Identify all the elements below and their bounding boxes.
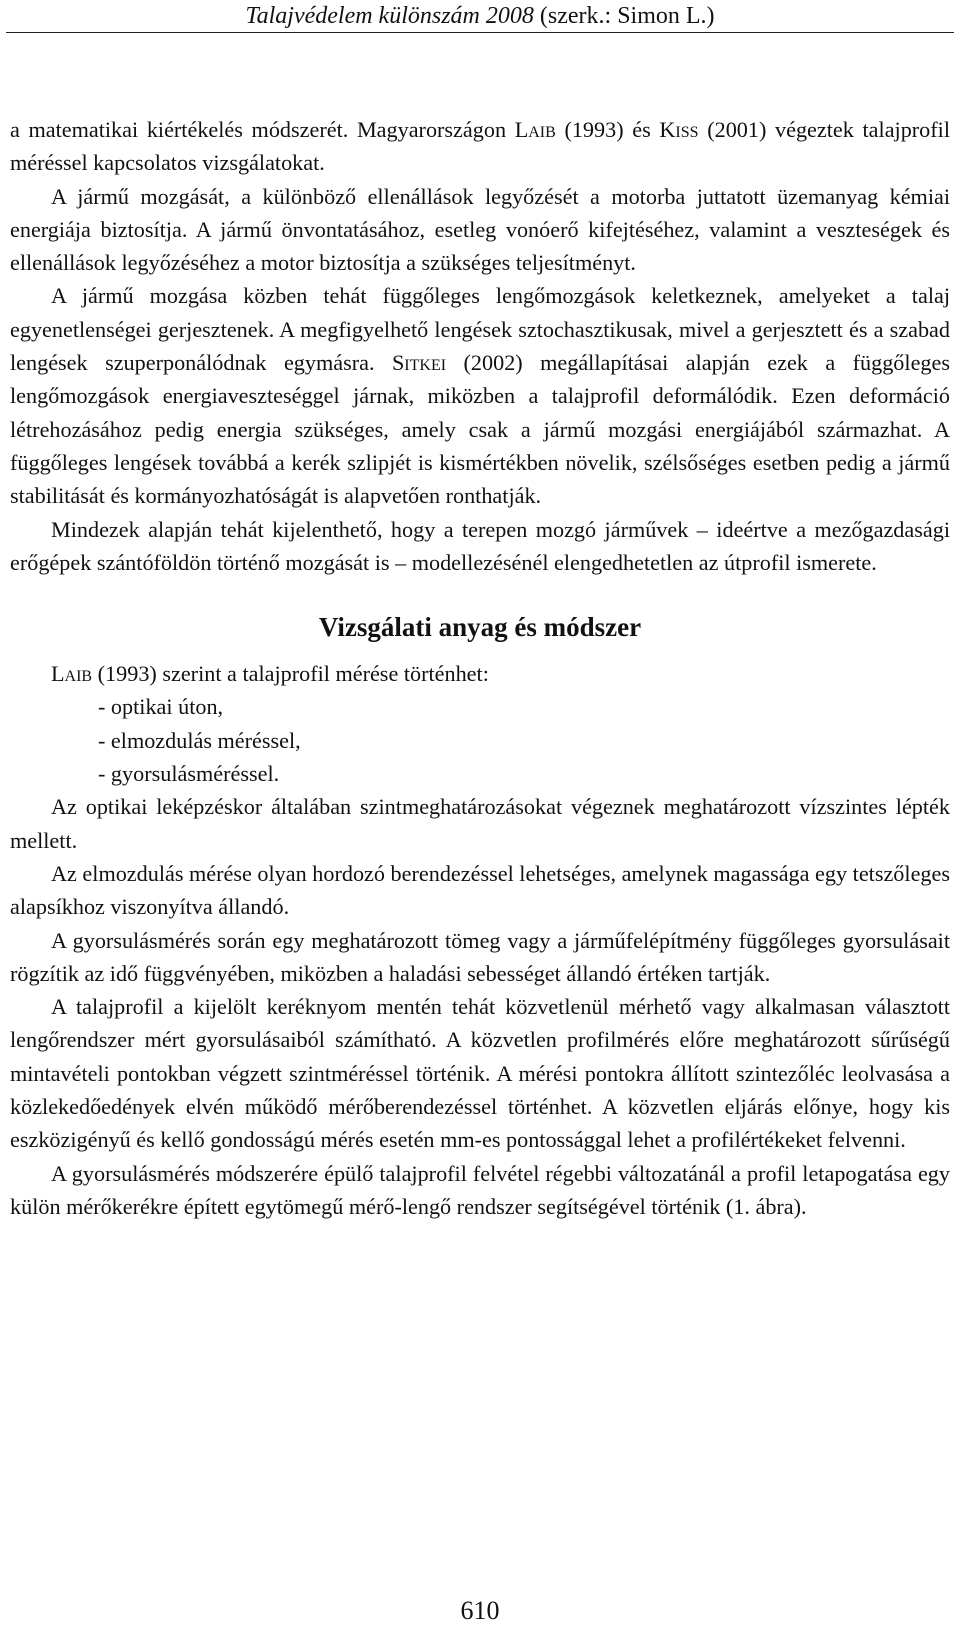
text-span: a matematikai kiértékelés módszerét. Magyarországon	[10, 117, 515, 142]
paragraph-2: A jármű mozgását, a különböző ellenállások legyőzését a motorba juttatott üzemanyag kémiai energiája biztosítja. A jármű önvontatásához, esetleg vonóerő kifejtéséhez, valamint a veszteségek és ellenállások legyőzéséhez a motor biztosítja a szükséges teljesítményt.	[10, 183, 950, 276]
paragraph-7: A gyorsulásmérés során egy meghatározott tömeg vagy a járműfelépítmény függőleges gyorsulásait rögzítik az idő függvényében, miközben a haladási sebességet állandó értéken tartják.	[10, 927, 950, 986]
paragraph-3	[10, 279, 950, 512]
text-span: (1993) szerint a talajprofil mérése történhet:	[92, 661, 489, 687]
text-span: (1993) és	[555, 117, 660, 142]
text-span: A jármű mozgása közben tehát függőleges lengőmozgások keletkeznek, amelyeket a talaj egyenetlenségei gerjesztenek. A megfigyelhető lengések sztochasztikusak, mivel a gerjesztett és a szabad lengések szuperponálódnak egymásra.	[10, 283, 950, 376]
page-number: 610	[460, 1596, 500, 1625]
paragraph-1	[10, 113, 950, 180]
paragraph-4: Mindezek alapján tehát kijelenthető, hogy a terepen mozgó járművek – ideértve a mezőgazdasági erőgépek szántóföldön történő mozgását is – modellezésénél elengedhetetlen az útprofil ismerete.	[10, 516, 950, 575]
header-rule	[6, 32, 954, 33]
running-header	[0, 2, 960, 30]
text-span: (2001) végeztek talajprofil méréssel kapcsolatos vizsgálatokat.	[10, 117, 950, 176]
list-item: - optikai úton,	[98, 694, 224, 720]
author-kiss: Kiss	[659, 117, 699, 142]
paragraph-6: Az elmozdulás mérése olyan hordozó berendezéssel lehetséges, amelynek magassága egy tetszőleges alapsíkhoz viszonyítva állandó.	[10, 860, 950, 920]
text-span: (2002) megállapításai alapján ezek a függőleges lengőmozgások energiaveszteséggel járnak, miközben a talajprofil deformálódik. Ezen deformáció létrehozásához pedig energia szükséges, amely csak a jármű mozgási energiájából származhat. A függőleges lengések továbbá a kerék szlipjét is kismértékben növelik, szélsőséges esetben pedig a jármű stabilitását és kormányozhatóságát is alapvetően ronthatják.	[10, 350, 950, 509]
method-list	[10, 690, 950, 790]
journal-title: Talajvédelem különszám 2008	[245, 3, 534, 29]
list-item: - gyorsulásméréssel.	[98, 761, 280, 787]
paragraph-8: A talajprofil a kijelölt keréknyom mentén tehát közvetlenül mérhető vagy alkalmasan választott lengőrendszer mért gyorsulásaiból számítható. A közvetlen profilmérés előre meghatározott sűrűségű mintavételi pontokban végzett szintméréssel történik. A mérési pontokra állított szintezőléc leolvasása a közlekedőedények elvén működő mérőberendezéssel történhet. A közvetlen eljárás előnye, hogy kis eszközigényű és kellő gondosságú mérés esetén mm-es pontossággal lehet a profilértékeket felvenni.	[10, 994, 950, 1153]
list-item: - elmozdulás méréssel,	[98, 727, 301, 753]
paragraph-9: A gyorsulásmérés módszerére épülő talajprofil felvétel régebbi változatánál a profil letapogatása egy külön mérőkerékre épített egytömegű mérő-lengő rendszer segítségével történik (1. ábra).	[10, 1160, 950, 1219]
section-heading: Vizsgálati anyag és módszer	[318, 612, 642, 643]
author-laib: Laib	[514, 117, 556, 142]
editor-note: (szerk.: Simon L.)	[539, 3, 715, 29]
author-sitkei: Sitkei	[391, 350, 447, 376]
author-laib-2: Laib	[51, 661, 93, 687]
section-intro	[10, 657, 950, 690]
paragraph-5: Az optikai leképzéskor általában szintmeghatározásokat végeznek meghatározott vízszintes lépték mellett.	[10, 794, 950, 853]
page-body	[10, 113, 950, 1223]
